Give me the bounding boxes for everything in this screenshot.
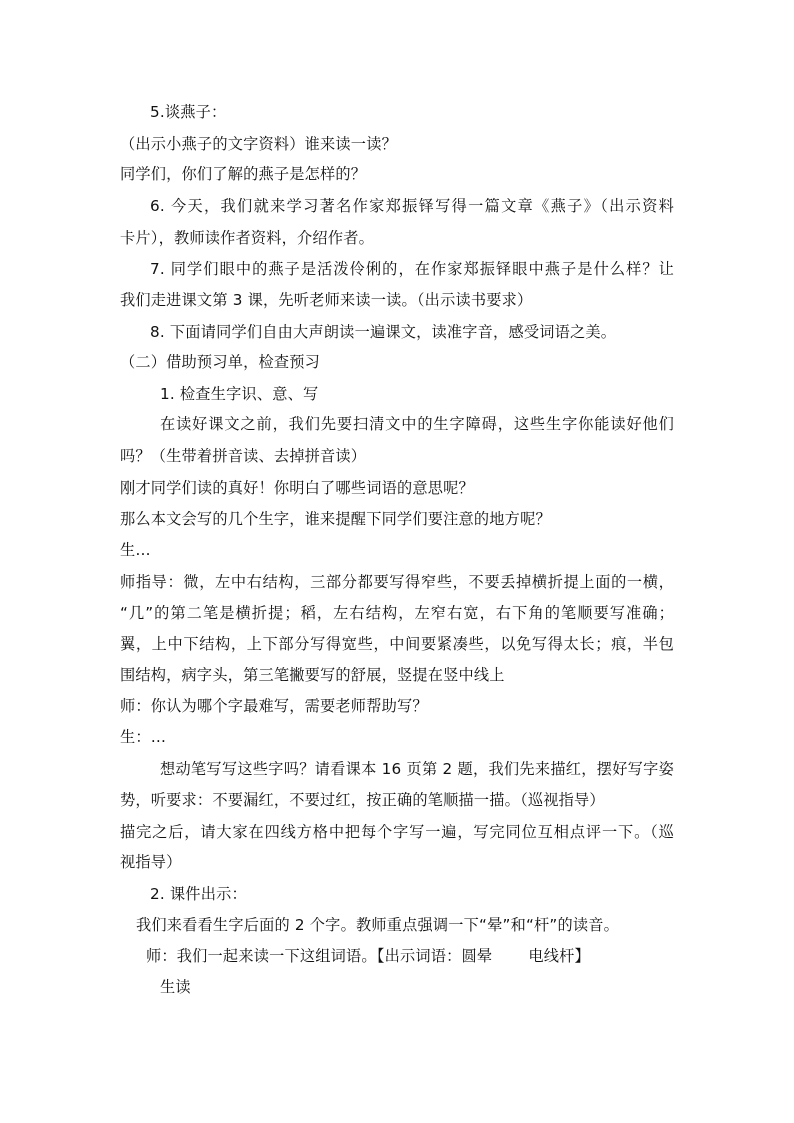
paragraph-7-line-2: 我们走进课文第 3 课，先听老师来读一读。（出示读书要求） xyxy=(120,291,533,309)
words-prompt-end: 电线杆】 xyxy=(528,947,590,965)
text-line: 生… xyxy=(120,541,151,559)
writing-paragraph-line-1: 想动笔写写这些字吗？请看课本 16 页第 2 题，我们先来描红，摆好写字姿 xyxy=(160,760,674,778)
text-line xyxy=(146,946,590,966)
writing-paragraph-line-3: 描完之后，请大家在四线方格中把每个字写一遍，写完同位互相点评一下。（巡 xyxy=(120,823,674,841)
text-line: （出示小燕子的文字资料）谁来读一读？ xyxy=(120,135,397,153)
words-prompt: 师：我们一起来读一下这组词语。【出示词语：圆晕 xyxy=(146,947,493,965)
paragraph-8: 8. 下面请同学们自由大声朗读一遍课文，读准字音，感受词语之美。 xyxy=(150,323,617,341)
text-line: 生读 xyxy=(160,978,191,996)
text-line: 刚才同学们读的真好！你明白了哪些词语的意思呢？ xyxy=(120,479,474,497)
paragraph-line: 在读好课文之前，我们先要扫清文中的生字障碍，这些生字你能读好他们 xyxy=(160,415,674,433)
section-heading-preview: （二）借助预习单，检查预习 xyxy=(120,353,321,371)
teacher-guidance-line-2: “几”的第二笔是横折提；稻，左右结构，左窄右宽，右下角的笔顺要写准确； xyxy=(120,604,674,622)
writing-paragraph-line-2: 势，听要求：不要漏红，不要过红，按正确的笔顺描一描。（巡视指导） xyxy=(120,791,605,809)
text-line: 那么本文会写的几个生字，谁来提醒下同学们要注意的地方呢？ xyxy=(120,510,551,528)
teacher-guidance-line-1: 师指导：微，左中右结构，三部分都要写得窄些，不要丢掉横折提上面的一横， xyxy=(120,573,674,591)
paragraph-7-line-1: 7. 同学们眼中的燕子是活泼伶俐的，在作家郑振铎眼中燕子是什么样？让 xyxy=(150,260,674,278)
text-line: 我们来看看生字后面的 2 个字。教师重点强调一下“晕”和“杆”的读音。 xyxy=(136,916,620,934)
paragraph-6-line-2: 卡片），教师读作者资料，介绍作者。 xyxy=(120,229,374,247)
text-line: 生：… xyxy=(120,728,167,746)
teacher-guidance-line-4: 围结构，病字头，第三笔撇要写的舒展，竖提在竖中线上 xyxy=(120,666,505,684)
text-line: 师：你认为哪个字最难写，需要老师帮助写？ xyxy=(120,697,428,715)
writing-paragraph-line-4: 视指导） xyxy=(120,853,182,871)
subheading-check-characters: 1. 检查生字识、意、写 xyxy=(160,385,319,403)
paragraph-line: 吗？（生带着拼音读、去掉拼音读） xyxy=(120,447,367,465)
section-heading-talk-swallow: 5.谈燕子： xyxy=(150,103,227,121)
teacher-guidance-line-3: 翼，上中下结构，上下部分写得宽些，中间要紧凑些，以免写得太长；痕，半包 xyxy=(120,635,674,653)
paragraph-6-line-1: 6. 今天，我们就来学习著名作家郑振铎写得一篇文章《燕子》（出示资料 xyxy=(150,197,674,215)
text-line: 同学们，你们了解的燕子是怎样的？ xyxy=(120,165,367,183)
subheading-courseware: 2. 课件出示： xyxy=(150,885,247,903)
